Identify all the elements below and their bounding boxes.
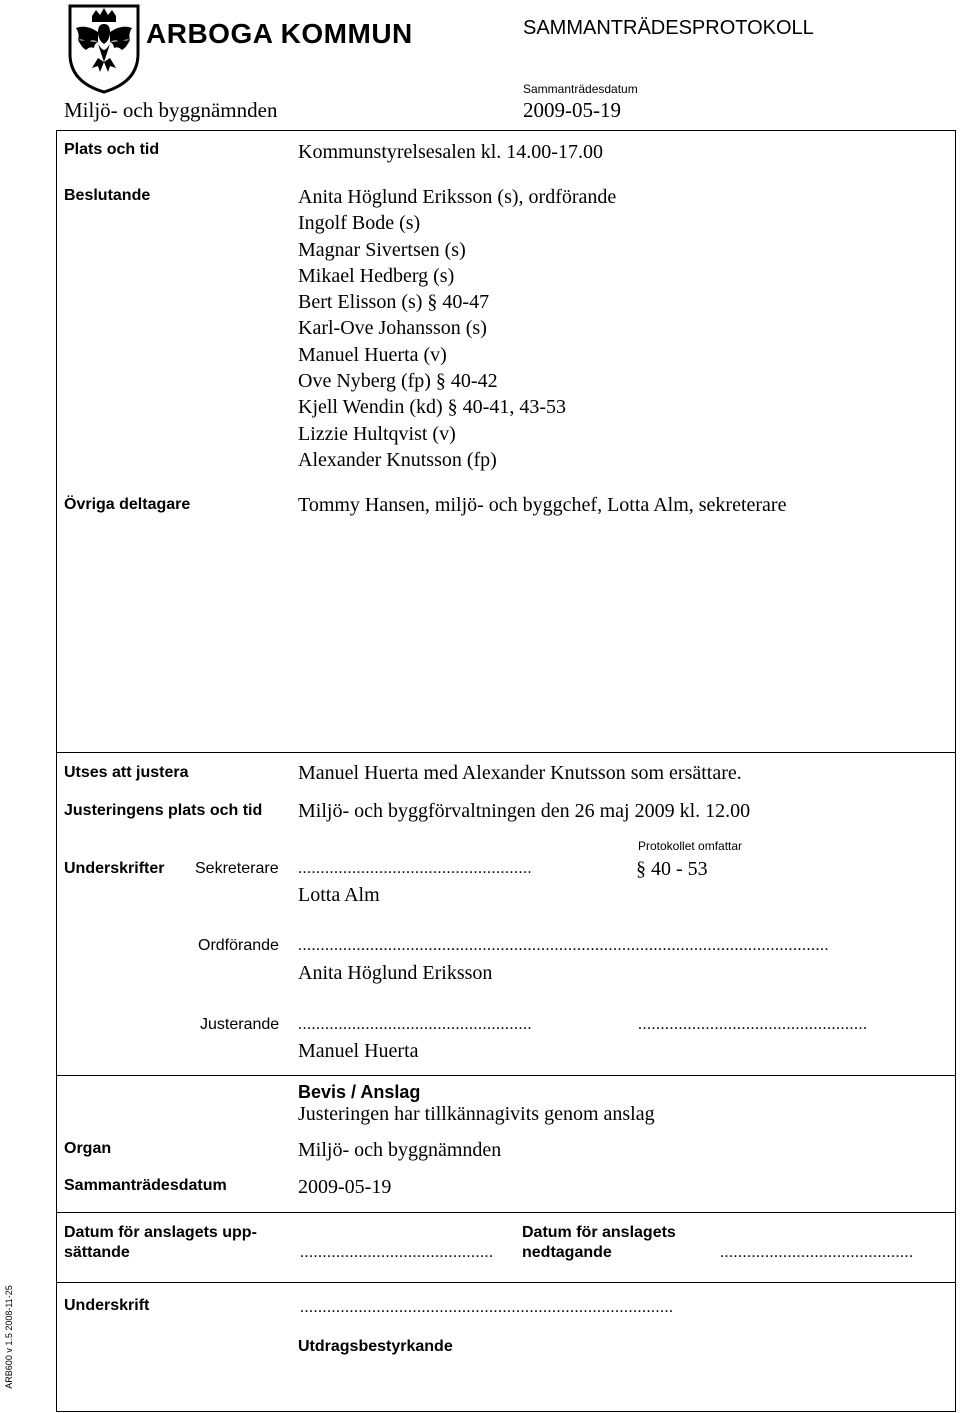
member-item: Anita Höglund Eriksson (s), ordförande — [298, 186, 617, 208]
frame-top — [56, 130, 956, 131]
adjuster-appointed-label: Utses att justera — [64, 764, 189, 781]
posted-date-label-1: Datum för anslagets upp- — [64, 1224, 257, 1241]
place-label: Plats och tid — [64, 141, 160, 158]
adjuster2-signature-line: ................................................... — [638, 1016, 868, 1033]
section-divider — [56, 752, 956, 753]
member-item: Manuel Huerta (v) — [298, 343, 447, 366]
meeting-date-label: Sammanträdesdatum — [523, 82, 638, 96]
committee-name: Miljö- och byggnämnden — [64, 98, 278, 122]
member-item: Karl-Ove Johansson (s) — [298, 317, 487, 340]
organ-value: Miljö- och byggnämnden — [298, 1139, 502, 1161]
member-item: Mikael Hedberg (s) — [298, 264, 455, 287]
others-label: Övriga deltagare — [64, 496, 191, 513]
chair-signature-line: ...................................................................................................................... — [298, 937, 829, 954]
members-label: Beslutande — [64, 187, 151, 204]
chair-name: Anita Höglund Eriksson — [298, 962, 493, 984]
notice-text: Justeringen har tillkännagivits genom anslag — [298, 1103, 655, 1125]
notice-date-label: Sammanträdesdatum — [64, 1177, 227, 1194]
frame-bottom — [56, 1411, 956, 1412]
member-item: Lizzie Hultqvist (v) — [298, 422, 456, 445]
municipality-name: ARBOGA KOMMUN — [146, 18, 413, 49]
chair-role: Ordförande — [198, 937, 279, 954]
notice-signature-label: Underskrift — [64, 1297, 150, 1314]
adjuster-role: Justerande — [200, 1016, 280, 1033]
member-item: Magnar Sivertsen (s) — [298, 238, 466, 261]
member-item: Ove Nyberg (fp) § 40-42 — [298, 370, 498, 393]
frame-left — [56, 130, 57, 1412]
covers-value: § 40 - 53 — [636, 858, 708, 880]
certified-label: Utdragsbestyrkande — [298, 1338, 453, 1355]
secretary-role: Sekreterare — [195, 860, 279, 877]
covers-label: Protokollet omfattar — [638, 839, 743, 853]
organ-label: Organ — [64, 1140, 112, 1157]
notice-divider — [56, 1075, 956, 1076]
member-item: Ingolf Bode (s) — [298, 212, 421, 235]
secretary-signature-line: .................................................... — [298, 860, 532, 877]
adjuster-appointed-value: Manuel Huerta med Alexander Knutsson som ersättare. — [298, 762, 742, 784]
posted-date-label-2: sättande — [64, 1244, 130, 1261]
adjust-place-label: Justeringens plats och tid — [64, 802, 263, 819]
dates-divider — [56, 1212, 956, 1213]
notice-signature-line: ................................................................................... — [300, 1299, 674, 1316]
adjust-place-value: Miljö- och byggförvaltningen den 26 maj 2009 kl. 12.00 — [298, 800, 751, 822]
others-value: Tommy Hansen, miljö- och byggchef, Lotta Alm, sekreterare — [298, 494, 787, 516]
removed-date-label-2: nedtagande — [522, 1244, 612, 1261]
signature-divider — [56, 1282, 956, 1283]
secretary-name: Lotta Alm — [298, 884, 380, 906]
document-type: SAMMANTRÄDESPROTOKOLL — [523, 17, 814, 39]
notice-date-value: 2009-05-19 — [298, 1176, 392, 1198]
adjuster-name: Manuel Huerta — [298, 1040, 419, 1062]
frame-right — [955, 130, 956, 1412]
place-value: Kommunstyrelsesalen kl. 14.00-17.00 — [298, 141, 603, 163]
member-item: Alexander Knutsson (fp) — [298, 448, 497, 471]
member-item: Bert Elisson (s) § 40-47 — [298, 291, 490, 314]
removed-date-label-1: Datum för anslagets — [522, 1224, 676, 1241]
member-item: Kjell Wendin (kd) § 40-41, 43-53 — [298, 396, 566, 419]
municipality-logo — [64, 2, 144, 94]
posted-date-line: ........................................... — [300, 1244, 494, 1261]
members-list — [298, 184, 616, 473]
form-version: ARB600 v 1.5 2008-11-25 — [4, 1285, 14, 1389]
notice-title: Bevis / Anslag — [298, 1082, 421, 1102]
signatures-label: Underskrifter — [64, 860, 165, 877]
meeting-date: 2009-05-19 — [523, 98, 621, 122]
adjuster-signature-line: .................................................... — [298, 1016, 532, 1033]
removed-date-line: ........................................... — [720, 1244, 914, 1261]
coat-of-arms-icon — [64, 2, 144, 94]
